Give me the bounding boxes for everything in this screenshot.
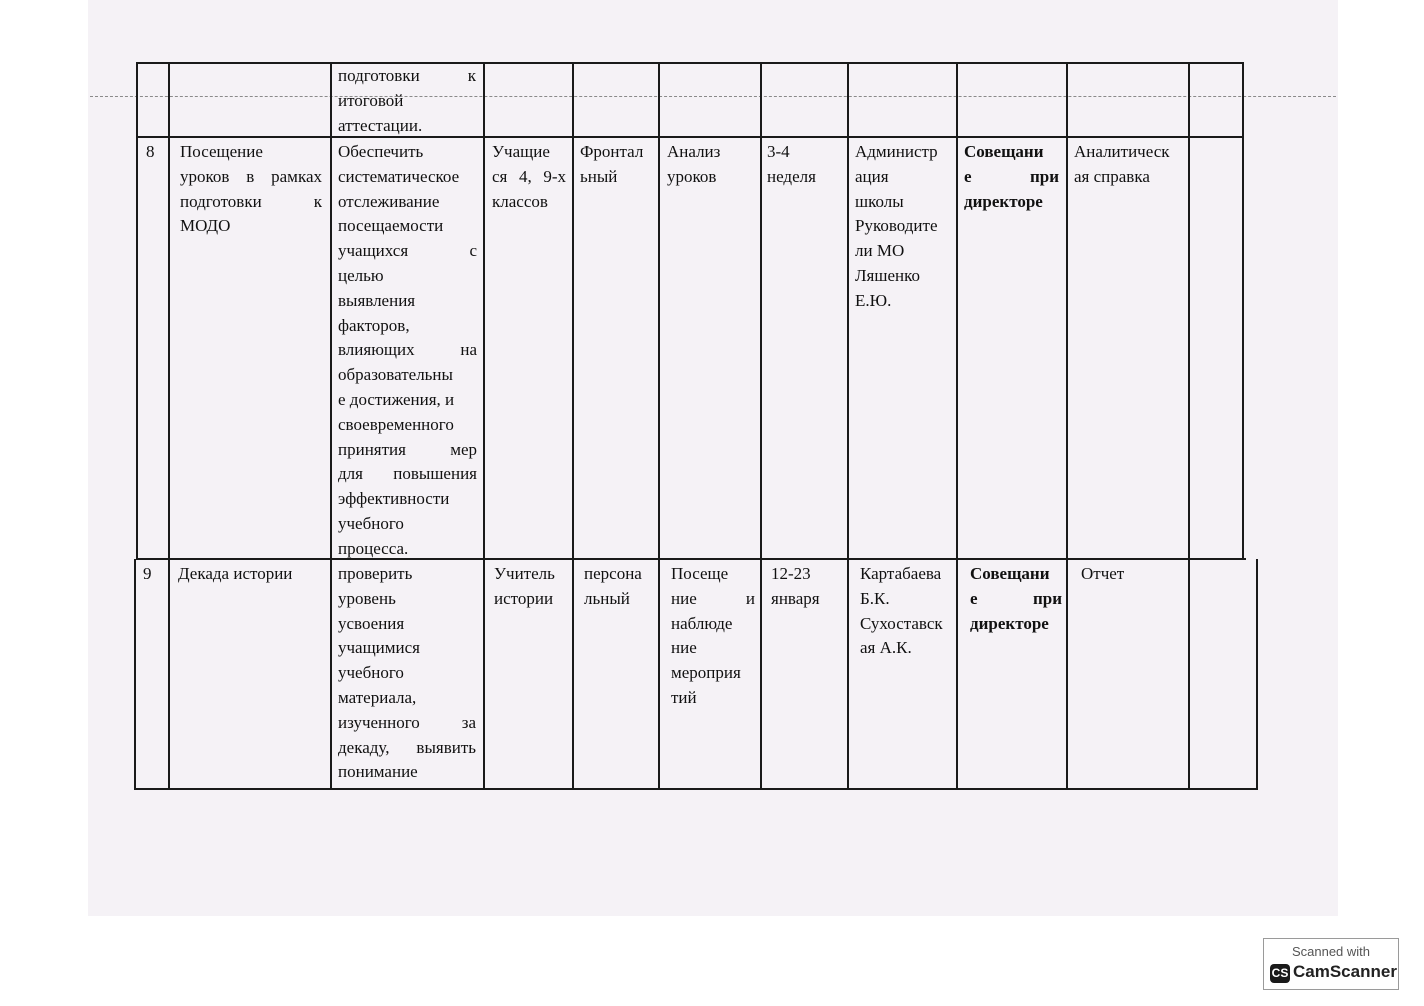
column-divider (168, 62, 170, 789)
cell-line: льный (584, 588, 630, 608)
cell-line: аттестации. (338, 115, 423, 135)
cell-line: Фронтал (580, 142, 644, 161)
cell-line: изученного за (338, 712, 476, 732)
cell-line: Совещани (964, 142, 1044, 161)
table-border-top (136, 62, 1243, 64)
cell-review (970, 562, 1062, 636)
cell-line: процесса. (338, 538, 409, 558)
cell-line: директоре (970, 613, 1049, 633)
cell-line: 12-23 (771, 564, 811, 583)
cell-line: тий (671, 687, 697, 707)
cell-method (671, 562, 755, 711)
cell-line: ние и (671, 588, 755, 608)
cell-line: подготовки к (338, 66, 476, 85)
cell-result (1081, 562, 1185, 587)
cell-line: уроков в рамках (180, 166, 322, 186)
cell-line: Декада истории (178, 564, 293, 583)
cell-line: декаду, выявить (338, 737, 476, 757)
column-divider (572, 62, 574, 789)
cell-line: ся 4, 9-х (492, 166, 566, 186)
cell-goal (338, 140, 477, 562)
cell-line: Администр (855, 142, 938, 161)
cell-line: выявления (338, 290, 416, 310)
cell-line: проверить (338, 564, 413, 583)
camscanner-brand: CamScanner (1293, 962, 1397, 981)
cell-line: итоговой (338, 90, 404, 110)
cell-control-type (584, 562, 656, 612)
cell-line: е при (970, 588, 1062, 608)
cell-line: учебного (338, 663, 404, 683)
cell-line: своевременного (338, 414, 454, 434)
cell-line: классов (492, 191, 548, 211)
cell-object (492, 140, 566, 214)
camscanner-watermark (1263, 938, 1399, 990)
cell-line: систематическое (338, 166, 460, 186)
cell-line: 3-4 (767, 142, 790, 161)
cell-line: усвоения (338, 613, 405, 633)
cell-line: Ляшенко (855, 265, 920, 285)
cell-control-type (580, 140, 654, 190)
cell-topic (178, 562, 324, 587)
cell-line: целью (338, 265, 384, 285)
row-number: 9 (143, 564, 152, 583)
cell-row-number (143, 562, 163, 587)
cell-line: факторов, (338, 315, 410, 335)
row-number: 8 (146, 142, 155, 161)
cell-line: ая А.К. (860, 638, 912, 658)
cell-review (964, 140, 1059, 214)
cell-line: учащихся с (338, 241, 477, 261)
cell-line: материала, (338, 687, 417, 707)
cell-term (767, 140, 845, 190)
cell-line: принятия мер (338, 439, 477, 459)
cell-line: ние (671, 638, 697, 658)
table-border-right (1256, 559, 1258, 789)
cell-line: Сухоставск (860, 613, 943, 633)
cell-line: мероприя (671, 663, 741, 683)
cell-line: образовательны (338, 365, 453, 385)
cell-line: посещаемости (338, 216, 444, 236)
cell-line: Руководите (855, 216, 938, 236)
row-divider (136, 558, 1246, 560)
cell-line: эффективности (338, 489, 450, 509)
row-divider (136, 136, 1243, 138)
cell-line: влияющих на (338, 340, 477, 360)
column-divider (136, 62, 138, 559)
column-divider (483, 62, 485, 789)
cell-line: ая справка (1074, 166, 1150, 186)
cell-line: Посеще (671, 564, 729, 583)
cell-line: Совещани (970, 564, 1050, 583)
cell-line: отслеживание (338, 191, 440, 211)
cell-line: ьный (580, 166, 618, 186)
cell-line: учащимися (338, 638, 421, 658)
camscanner-logo-icon: CS (1270, 964, 1290, 983)
cell-line: директоре (964, 191, 1043, 211)
cell-result (1074, 140, 1186, 190)
cell-line: истории (494, 588, 554, 608)
cell-line: Картабаева (860, 564, 942, 583)
column-divider (1188, 62, 1190, 789)
cell-line: ли МО (855, 241, 905, 261)
cell-line: школы (855, 191, 904, 211)
cell-line: Учитель (494, 564, 555, 583)
column-divider (1066, 62, 1068, 789)
cell-line: наблюде (671, 613, 733, 633)
cell-line: учебного (338, 513, 404, 533)
column-divider (330, 62, 332, 789)
cell-line: Учащие (492, 142, 550, 161)
cell-line: Посещение (180, 142, 263, 161)
cell-line: ация (855, 166, 889, 186)
cell-goal-continued (338, 64, 476, 138)
cell-line: Анализ (667, 142, 721, 161)
cell-responsible (855, 140, 953, 314)
scanned-with-label: Scanned with (1291, 944, 1371, 959)
cell-line: января (771, 588, 820, 608)
cell-method (667, 140, 755, 190)
cell-line: неделя (767, 166, 816, 186)
cell-line: уроков (667, 166, 717, 186)
cell-line: Обеспечить (338, 142, 424, 161)
cell-line: персона (584, 564, 642, 583)
cell-line: е при (964, 166, 1059, 186)
table-border-bottom (134, 788, 1258, 790)
column-divider (760, 62, 762, 789)
column-divider (658, 62, 660, 789)
cell-responsible (860, 562, 954, 661)
cell-line: подготовки к (180, 191, 322, 211)
column-divider (956, 62, 958, 789)
cell-topic (180, 140, 322, 239)
cell-line: е достижения, и (338, 389, 455, 409)
cell-line: Е.Ю. (855, 290, 892, 310)
cell-goal (338, 562, 476, 785)
cell-line: Аналитическ (1074, 142, 1170, 161)
cell-line: Б.К. (860, 588, 890, 608)
cell-row-number (146, 140, 166, 165)
table-border-right (1242, 62, 1244, 559)
page-fold-line (90, 96, 1336, 97)
column-divider (847, 62, 849, 789)
cell-line: МОДО (180, 216, 231, 236)
cell-line: Отчет (1081, 564, 1125, 583)
cell-line: понимание (338, 762, 418, 782)
cell-term (771, 562, 845, 612)
cell-line: уровень (338, 588, 396, 608)
cell-line: для повышения (338, 464, 477, 484)
cell-object (494, 562, 566, 612)
column-divider (134, 559, 136, 789)
